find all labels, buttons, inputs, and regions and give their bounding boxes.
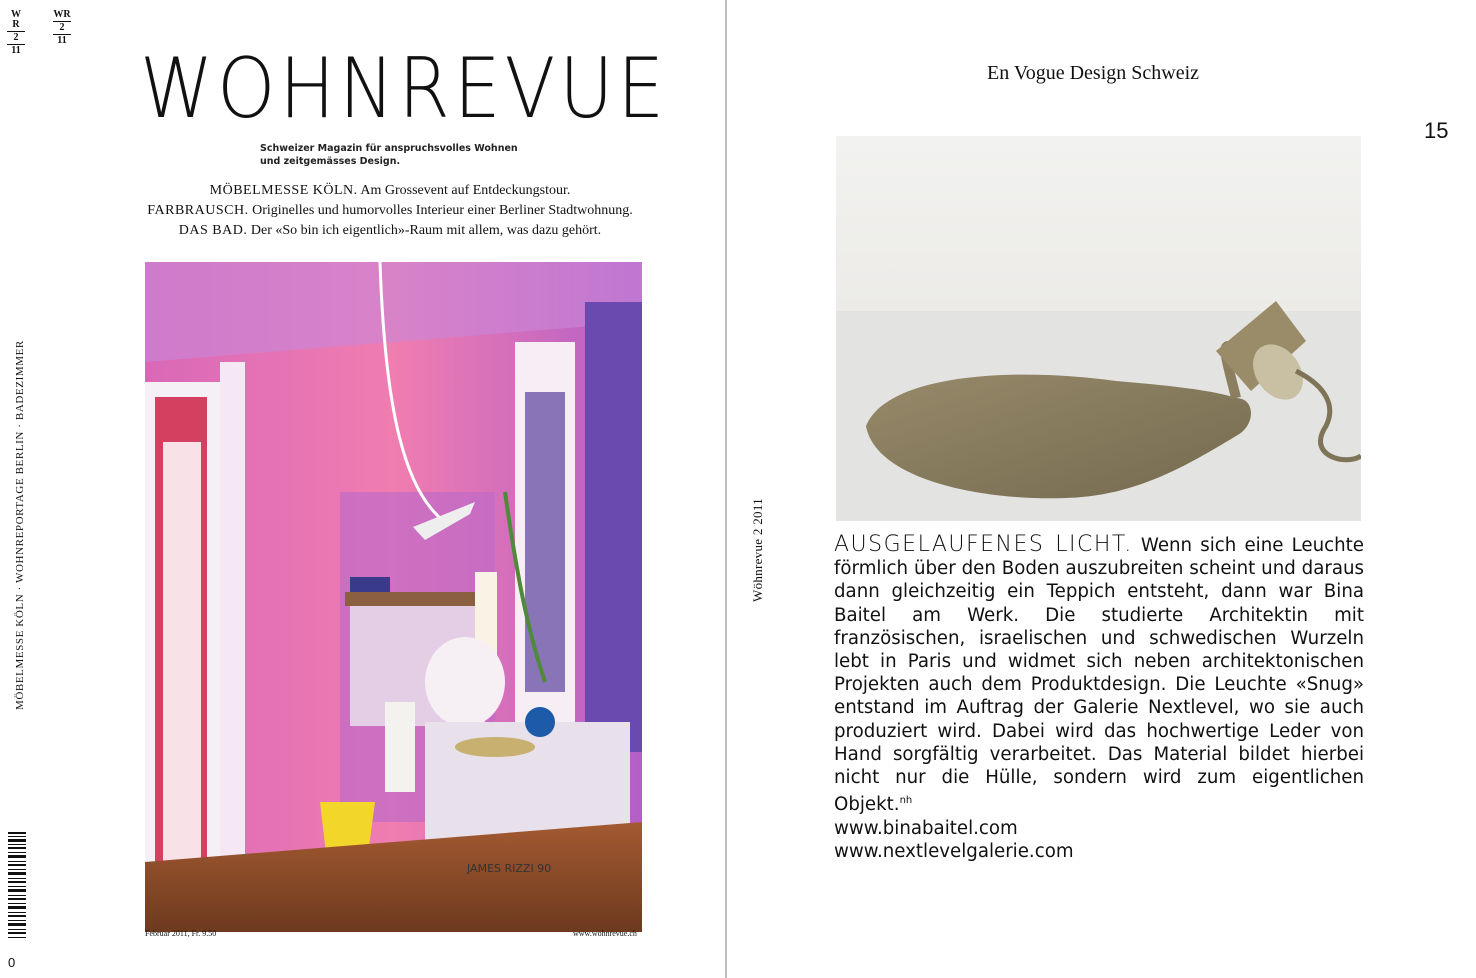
issue-code-letter: W: [11, 9, 21, 20]
issue-code-letter: R: [12, 19, 20, 30]
cover-spine-text: MÖBELMESSE KÖLN · WOHNREPORTAGE BERLIN · BADEZIMMER: [14, 340, 26, 710]
article-text: [834, 533, 1364, 863]
magazine-cover-page: [0, 0, 725, 978]
cover-line-text: Am Grossevent auf Entdeckungstour.: [357, 183, 571, 198]
article-body: Wenn sich eine Leuchte förmlich über den Boden auszubreiten scheint und daraus dann gleichzeitig ein Teppich entsteht, dann war Bina Baitel am Werk. Die studierte Architektin mit französischen, israelischen und schwedischen Wurzeln lebt in Paris und widmet sich neben architektonischen Projekten auch dem Produktdesign. Die Leuchte «Snug» entstand im Auftrag der Galerie Nextlevel, wo sie auch produziert wird. Dabei wird das hochwertige Leder von Hand sorgfältig verarbeitet. Das Material bildet hierbei nicht nur die Hülle, sondern wird zum eigentlichen Objekt.: [834, 535, 1364, 816]
link-nextlevelgalerie[interactable]: www.nextlevelgalerie.com: [834, 840, 1074, 862]
cover-website: www.wohnrevue.ch: [573, 929, 637, 938]
page-number: 0: [8, 955, 16, 970]
issue-code-year: 11: [11, 45, 21, 56]
cover-line-kicker: DAS BAD.: [178, 223, 248, 238]
page-number: 15: [1424, 118, 1449, 143]
issue-code-letters: WR: [53, 9, 71, 20]
issue-code-year: 11: [57, 35, 67, 46]
tagline-line: Schweizer Magazin für anspruchsvolles Wohnen: [260, 143, 518, 154]
issue-code-vertical: [4, 10, 28, 56]
magazine-masthead: WOHNREVUE: [140, 40, 669, 137]
artist-signature: JAMES RIZZI 90: [467, 862, 552, 875]
issue-code-number: 2: [13, 32, 19, 43]
feature-photo-snug-lamp: [836, 136, 1361, 521]
issue-code-number: 2: [59, 22, 65, 33]
cover-line-text: Der «So bin ich eigentlich»-Raum mit allem, was dazu gehört.: [247, 223, 602, 238]
cover-date-price: Februar 2011, Fr. 9.50: [145, 929, 217, 938]
running-footer: Wöhnrevue 2 2011: [750, 498, 765, 602]
link-binabaitel[interactable]: www.binabaitel.com: [834, 817, 1018, 839]
article-headline: AUSGELAUFENES LICHT.: [834, 532, 1133, 557]
snug-lamp-illustration: [836, 136, 1361, 521]
cover-line-bad: [110, 221, 670, 241]
issue-code-compact: [50, 10, 74, 46]
section-title: En Vogue Design Schweiz: [987, 62, 1200, 84]
cover-line-text: Originelles und humorvolles Interieur einer Berliner Stadtwohnung.: [248, 203, 633, 218]
cover-photo-illustration: [145, 262, 642, 932]
cover-line-kicker: MÖBELMESSE KÖLN.: [209, 183, 358, 198]
tagline-line: und zeitgemässes Design.: [260, 156, 401, 167]
magazine-tagline: [260, 142, 530, 168]
cover-line-kicker: FARBRAUSCH.: [147, 203, 249, 218]
cover-photo-pink-hallway: [145, 262, 642, 932]
barcode-icon: [2, 828, 32, 942]
feature-page: [727, 0, 1476, 978]
article-author-initials: nh: [899, 795, 913, 807]
cover-headlines: [110, 181, 670, 241]
cover-line-moebelmesse: [110, 181, 670, 201]
cover-line-farbrausch: [110, 201, 670, 221]
